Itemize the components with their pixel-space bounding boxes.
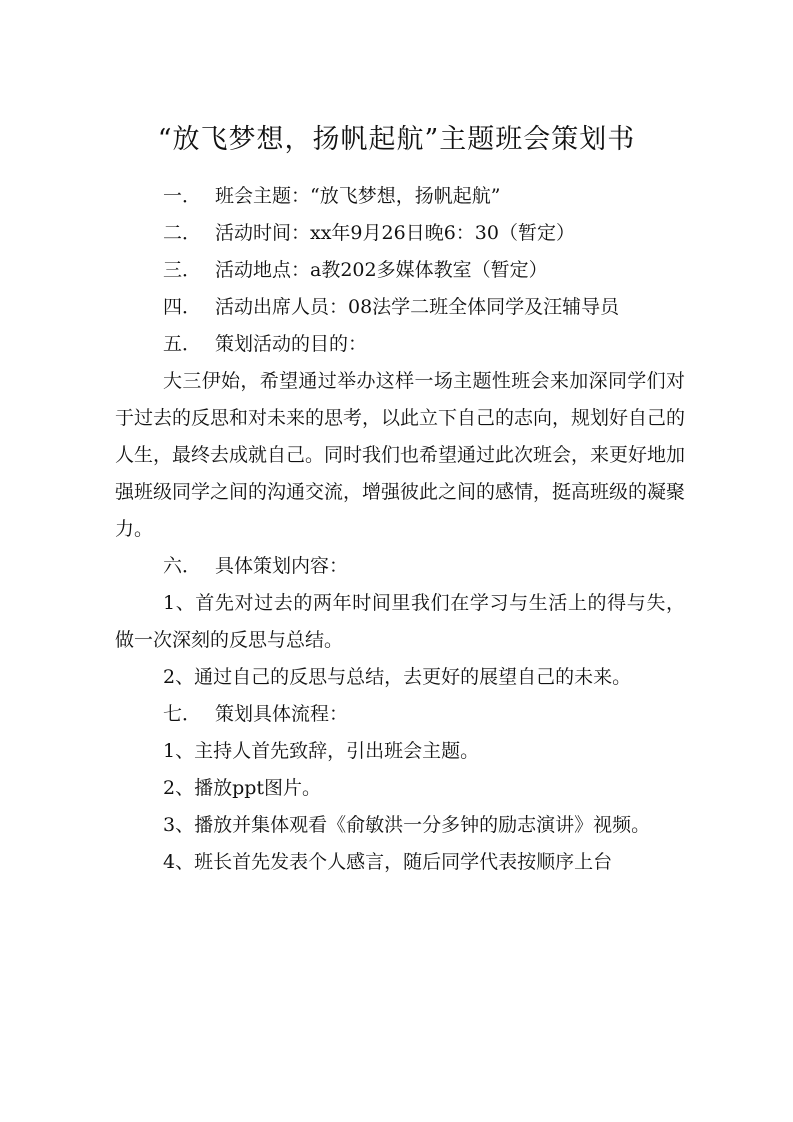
section-purpose-heading	[115, 326, 685, 363]
section-text: 活动地点：a教202多媒体教室（暂定）	[215, 259, 548, 281]
section-number: 三．	[163, 259, 202, 281]
purpose-paragraph: 大三伊始，希望通过举办这样一场主题性班会来加深同学们对于过去的反思和对未来的思考，以此立下自己的志向，规划好自己的人生，最终去成就自己。同时我们也希望通过此次班会，来更好地加强班级同学之间的沟通交流，增强彼此之间的感情，挺高班级的凝聚力。	[115, 370, 686, 540]
content-item: 1、首先对过去的两年时间里我们在学习与生活上的得与失，做一次深刻的反思与总结。	[115, 592, 685, 651]
section-number: 五．	[163, 333, 202, 355]
section-text: 班会主题：“放飞梦想，扬帆起航”	[215, 185, 501, 207]
section-number: 二．	[163, 222, 202, 244]
section-number: 一．	[163, 185, 202, 207]
content-item: 2、通过自己的反思与总结，去更好的展望自己的未来。	[163, 666, 632, 688]
section-content-heading	[115, 548, 685, 585]
section-location	[115, 252, 685, 289]
section-theme	[115, 178, 685, 215]
section-text: 活动出席人员：08法学二班全体同学及汪辅导员	[215, 296, 620, 318]
section-number: 七．	[163, 703, 202, 725]
section-number: 六．	[163, 555, 202, 577]
section-number: 四．	[163, 296, 202, 318]
section-text: 具体策划内容：	[215, 555, 349, 577]
document-body	[115, 178, 685, 881]
section-process-heading	[115, 696, 685, 733]
document-title: “放飞梦想，扬帆起航”主题班会策划书	[157, 124, 636, 155]
process-item: 4、班长首先发表个人感言，随后同学代表按顺序上台	[163, 851, 613, 873]
section-text: 策划具体流程：	[215, 703, 349, 725]
process-item: 2、播放ppt图片。	[163, 777, 322, 799]
section-text: 活动时间：xx年9月26日晚6：30（暂定）	[215, 222, 575, 244]
process-item: 1、主持人首先致辞，引出班会主题。	[163, 740, 480, 762]
process-item: 3、播放并集体观看《俞敏洪一分多钟的励志演讲》视频。	[163, 814, 651, 836]
section-time	[115, 215, 685, 252]
section-text: 策划活动的目的：	[215, 333, 368, 355]
section-attendees	[115, 289, 685, 326]
